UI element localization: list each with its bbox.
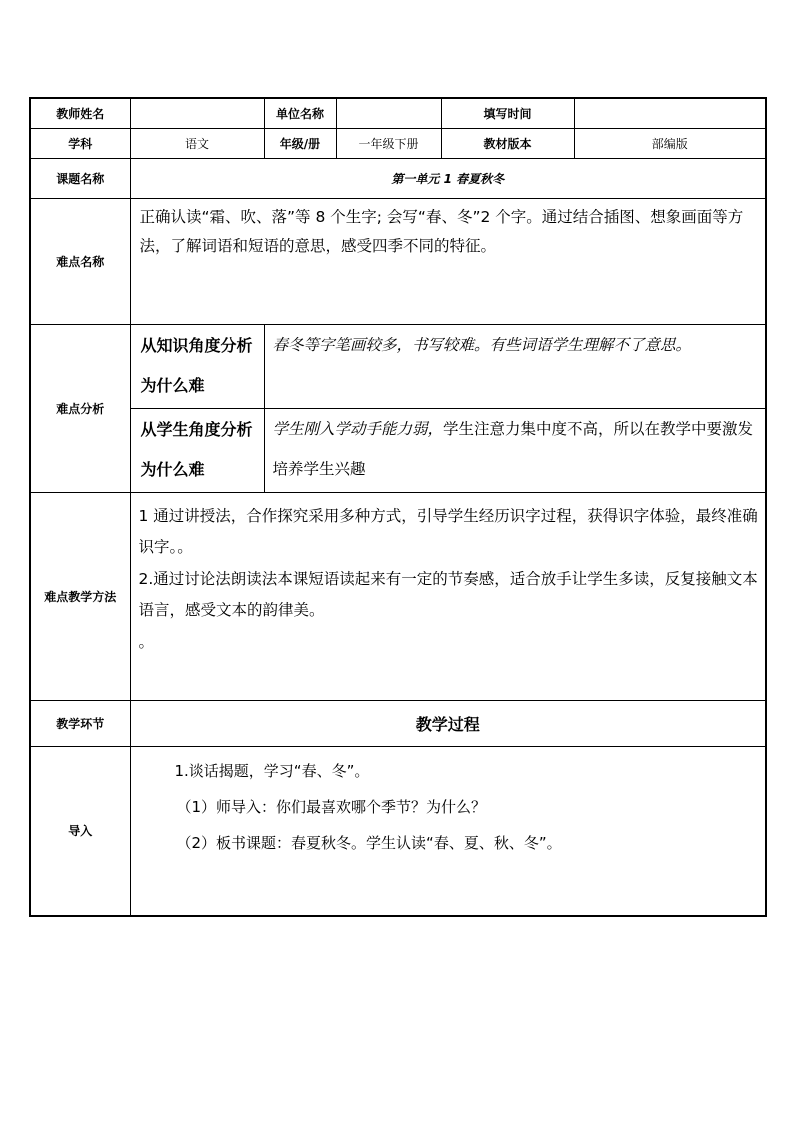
- method-paragraph-2: 2.通过讨论法朗读法本课短语读起来有一定的节奏感，适合放手让学生多读，反复接触文本语言，感受文本的韵律美。: [138, 569, 758, 619]
- analysis-row-knowledge: [30, 324, 766, 408]
- intro-line-1: 1.谈话揭题，学习“春、冬”。: [174, 761, 370, 780]
- method-text: [130, 492, 766, 700]
- topic-row: [30, 158, 766, 198]
- topic-label: 课题名称: [30, 158, 130, 198]
- student-angle-text: [264, 408, 766, 492]
- process-label: 教学过程: [130, 700, 766, 746]
- knowledge-angle-text-content: 春冬等字笔画较多，书写较难。有些词语学生理解不了意思。: [272, 335, 692, 354]
- info-row: [30, 128, 766, 158]
- method-row: [30, 492, 766, 700]
- intro-line-3: （2）板书课题：春夏秋冬。学生认读“春、夏、秋、冬”。: [176, 833, 562, 852]
- student-angle-text-rest: 学生注意力集中度不高，所以在教学中要激发培养学生兴趣: [272, 419, 754, 478]
- subject-label: 学科: [30, 128, 130, 158]
- intro-row: [30, 746, 766, 916]
- grade-label: 年级/册: [264, 128, 336, 158]
- analysis-row-student: [30, 408, 766, 492]
- student-angle-label: 从学生角度分析为什么难: [130, 408, 264, 492]
- analysis-label: 难点分析: [30, 324, 130, 492]
- header-row: [30, 98, 766, 128]
- teacher-name-label: 教师姓名: [30, 98, 130, 128]
- subject-value: 语文: [130, 128, 264, 158]
- lesson-plan-table: [29, 97, 767, 917]
- intro-text: [130, 746, 766, 916]
- difficulty-name-row: [30, 198, 766, 324]
- unit-name-field[interactable]: [336, 98, 441, 128]
- unit-name-label: 单位名称: [264, 98, 336, 128]
- method-label: 难点教学方法: [30, 492, 130, 700]
- stage-label: 教学环节: [30, 700, 130, 746]
- difficulty-name-text: 正确认读“霜、吹、落”等 8 个生字; 会写“春、冬”2 个字。通过结合插图、想象画面等方法，了解词语和短语的意思，感受四季不同的特征。: [130, 198, 766, 324]
- difficulty-name-label: 难点名称: [30, 198, 130, 324]
- edition-label: 教材版本: [441, 128, 574, 158]
- edition-value: 部编版: [574, 128, 766, 158]
- teacher-name-field[interactable]: [130, 98, 264, 128]
- knowledge-angle-label: 从知识角度分析为什么难: [130, 324, 264, 408]
- grade-value: 一年级下册: [336, 128, 441, 158]
- process-header-row: [30, 700, 766, 746]
- knowledge-angle-text: [264, 324, 766, 408]
- intro-label: 导入: [30, 746, 130, 916]
- intro-line-2: （1）师导入：你们最喜欢哪个季节？为什么？: [176, 797, 487, 816]
- method-paragraph-3: 。: [138, 632, 155, 651]
- topic-value: 第一单元 1 春夏秋冬: [130, 158, 766, 198]
- fill-time-field[interactable]: [574, 98, 766, 128]
- method-paragraph-1: 1 通过讲授法，合作探究采用多种方式，引导学生经历识字过程，获得识字体验，最终准确识字。。: [138, 506, 758, 556]
- fill-time-label: 填写时间: [441, 98, 574, 128]
- student-angle-text-italic: 学生刚入学动手能力弱，: [272, 419, 444, 438]
